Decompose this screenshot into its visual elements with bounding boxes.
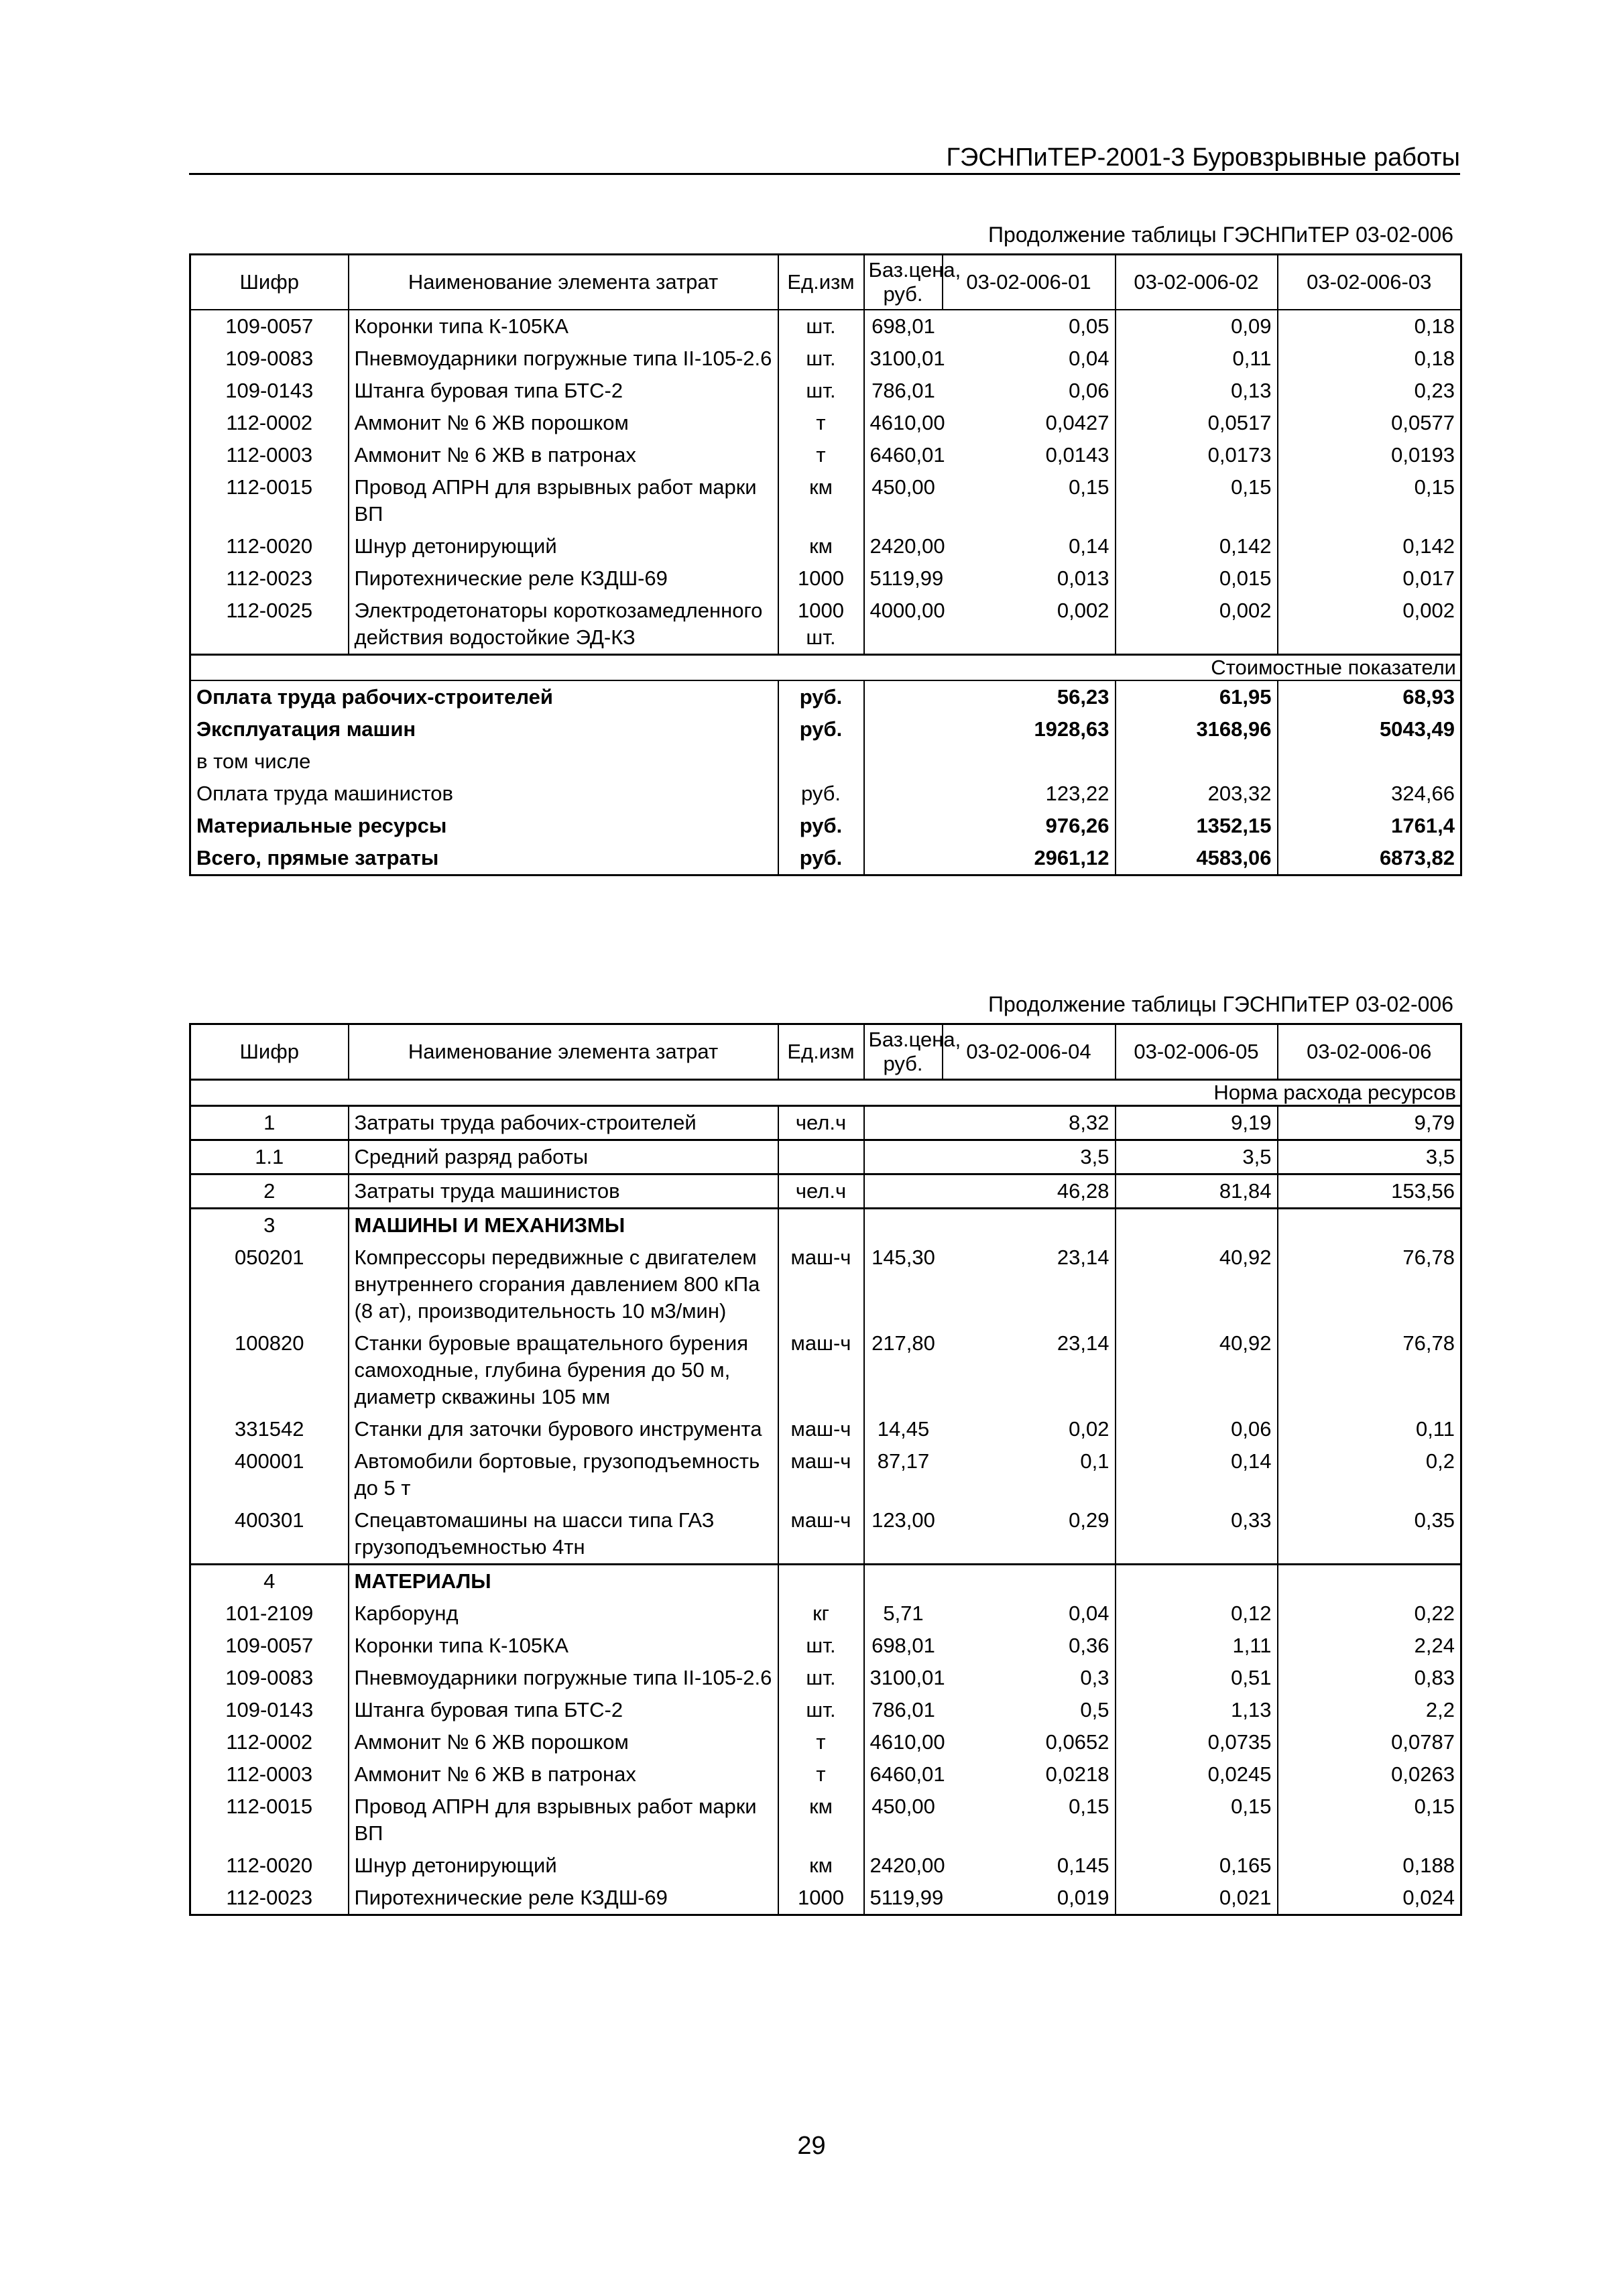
totals-value-1: 1928,63 (943, 713, 1116, 745)
row-unit: 1000 (798, 566, 844, 590)
col-header-name: Наименование элемента затрат (349, 255, 778, 310)
row-code: 112-0003 (226, 443, 313, 467)
row-value-2: 0,0735 (1116, 1726, 1278, 1758)
section-row (190, 655, 1461, 681)
row-unit: шт. (806, 1698, 836, 1721)
row-value-2: 0,13 (1116, 375, 1278, 407)
row-value-3: 0,15 (1414, 1795, 1455, 1818)
totals-unit: руб. (800, 782, 841, 805)
totals-value-1: 56,23 (943, 680, 1116, 713)
row-unit (778, 1140, 864, 1174)
col-header-unit: Ед.изм (778, 1024, 864, 1080)
table-row (190, 1758, 1461, 1791)
row-name: Компрессоры передвижные с двигателем внутреннего сгорания давлением 800 кПа (8 ат), производительность 10 м3/мин) (349, 1242, 778, 1327)
row-value-3: 0,18 (1414, 314, 1455, 338)
row-unit: 1000 шт. (798, 599, 844, 649)
totals-row (190, 713, 1461, 745)
row-code: 101-2109 (225, 1602, 314, 1625)
row-code: 4 (190, 1565, 349, 1598)
table-row (190, 1174, 1461, 1209)
row-price (864, 1174, 943, 1209)
row-value-1: 0,5 (943, 1694, 1116, 1726)
row-code: 400301 (235, 1508, 304, 1532)
row-value-2: 0,33 (1116, 1504, 1278, 1565)
col-header-code: Шифр (190, 255, 349, 310)
row-value-3: 2,24 (1414, 1634, 1455, 1657)
table-row (190, 439, 1461, 471)
row-value-3 (1278, 1209, 1461, 1242)
row-name: Аммонит № 6 ЖВ порошком (349, 1726, 778, 1758)
row-value-3: 0,142 (1402, 534, 1455, 558)
row-code: 3 (190, 1209, 349, 1242)
row-value-3: 0,15 (1414, 475, 1455, 499)
totals-value-2: 61,95 (1116, 680, 1278, 713)
row-value-2: 0,142 (1116, 530, 1278, 562)
row-value-3: 9,79 (1278, 1106, 1461, 1140)
col-header-03-02-006-02: 03-02-006-02 (1116, 255, 1278, 310)
totals-price (864, 842, 943, 875)
row-name: Штанга буровая типа БТС-2 (349, 1694, 778, 1726)
table-row (190, 375, 1461, 407)
row-name: Затраты труда машинистов (349, 1174, 778, 1209)
totals-value-1: 2961,12 (943, 842, 1116, 875)
row-value-2: 0,0173 (1116, 439, 1278, 471)
row-unit: км (809, 534, 833, 558)
row-value-3: 0,188 (1402, 1854, 1455, 1877)
row-value-1: 0,0143 (943, 439, 1116, 471)
row-code: 109-0057 (225, 314, 314, 338)
table-row (190, 562, 1461, 595)
row-code: 1 (190, 1106, 349, 1140)
row-value-2: 3,5 (1116, 1140, 1278, 1174)
table-row (190, 1694, 1461, 1726)
row-price: 786,01 (864, 375, 943, 407)
row-unit (778, 1565, 864, 1598)
row-value-3: 0,0193 (1391, 443, 1455, 467)
row-name: Провод АПРН для взрывных работ марки ВП (349, 471, 778, 530)
row-code: 109-0143 (225, 379, 314, 402)
row-value-2: 0,015 (1116, 562, 1278, 595)
row-value-3: 2,2 (1425, 1698, 1455, 1721)
row-value-2: 81,84 (1116, 1174, 1278, 1209)
row-value-2: 0,0245 (1116, 1758, 1278, 1791)
row-name: Пневмоударники погружные типа II-105-2.6 (349, 343, 778, 375)
row-value-2: 0,15 (1116, 471, 1278, 530)
row-unit: т (816, 1730, 826, 1754)
totals-price (864, 810, 943, 842)
row-unit: маш-ч (790, 1449, 851, 1473)
row-code: 100820 (235, 1331, 304, 1355)
row-value-2: 0,15 (1116, 1791, 1278, 1850)
row-value-1: 0,15 (943, 471, 1116, 530)
row-name: Аммонит № 6 ЖВ в патронах (349, 1758, 778, 1791)
row-name: Шнур детонирующий (349, 1850, 778, 1882)
col-header-unit: Ед.изм (778, 255, 864, 310)
table-row (190, 595, 1461, 655)
row-name: МАТЕРИАЛЫ (349, 1565, 778, 1598)
row-name: Карборунд (349, 1597, 778, 1630)
table-row (190, 1565, 1461, 1598)
row-name: Провод АПРН для взрывных работ марки ВП (349, 1791, 778, 1850)
row-value-1: 0,15 (943, 1791, 1116, 1850)
row-code: 109-0057 (225, 1634, 314, 1657)
row-price: 4610,00 (864, 407, 943, 439)
table-row (190, 1242, 1461, 1327)
row-value-2: 0,002 (1116, 595, 1278, 655)
row-unit: км (809, 1854, 833, 1877)
row-value-1: 0,145 (943, 1850, 1116, 1882)
row-price: 2420,00 (864, 530, 943, 562)
row-value-3 (1278, 1565, 1461, 1598)
row-value-1: 0,019 (943, 1882, 1116, 1915)
row-value-2 (1116, 1209, 1278, 1242)
table-row (190, 1882, 1461, 1915)
row-unit: маш-ч (790, 1331, 851, 1355)
row-value-1: 0,05 (943, 310, 1116, 343)
row-value-1: 0,14 (943, 530, 1116, 562)
table-row (190, 343, 1461, 375)
table-row (190, 407, 1461, 439)
row-price: 450,00 (864, 1791, 943, 1850)
row-value-2: 0,11 (1116, 343, 1278, 375)
row-value-1: 0,1 (943, 1445, 1116, 1504)
col-header-name: Наименование элемента затрат (349, 1024, 778, 1080)
row-unit: т (816, 443, 826, 467)
row-price (864, 1565, 943, 1598)
totals-unit (778, 745, 864, 778)
totals-price (864, 680, 943, 713)
row-price: 6460,01 (864, 439, 943, 471)
row-price: 786,01 (864, 1694, 943, 1726)
row-price: 5119,99 (864, 562, 943, 595)
row-price: 3100,01 (864, 1662, 943, 1694)
totals-value-3: 324,66 (1391, 782, 1455, 805)
row-unit: шт. (806, 1634, 836, 1657)
row-code: 112-0020 (226, 1854, 313, 1877)
row-unit: шт. (806, 379, 836, 402)
totals-name: Эксплуатация машин (190, 713, 778, 745)
col-header-code: Шифр (190, 1024, 349, 1080)
totals-value-3: 5043,49 (1379, 717, 1455, 741)
row-value-1 (943, 1209, 1116, 1242)
row-name: Спецавтомашины на шасси типа ГАЗ грузоподъемностью 4тн (349, 1504, 778, 1565)
col-header-price: Баз.цена, руб. (864, 1024, 943, 1080)
totals-value-2: 4583,06 (1116, 842, 1278, 875)
row-value-1: 0,04 (943, 1597, 1116, 1630)
col-header-03-02-006-04: 03-02-006-04 (943, 1024, 1116, 1080)
row-value-3: 76,78 (1402, 1331, 1455, 1355)
section-cost-indicators: Стоимостные показатели (190, 655, 1461, 681)
table-row (190, 530, 1461, 562)
table-row (190, 1327, 1461, 1413)
row-value-3: 0,2 (1425, 1449, 1455, 1473)
row-value-2: 0,021 (1116, 1882, 1278, 1915)
resource-table-1 (189, 253, 1462, 876)
row-unit: 1000 (798, 1886, 844, 1909)
row-value-3: 0,024 (1402, 1886, 1455, 1909)
totals-value-3: 6873,82 (1379, 846, 1455, 869)
running-header: ГЭСНПиТЕР-2001-3 Буровзрывные работы (189, 142, 1460, 175)
row-value-1: 0,36 (943, 1630, 1116, 1662)
row-unit: шт. (806, 347, 836, 370)
row-name: Средний разряд работы (349, 1140, 778, 1174)
totals-price (864, 713, 943, 745)
totals-value-1 (943, 745, 1116, 778)
section-row (190, 1080, 1461, 1106)
row-code: 109-0083 (225, 347, 314, 370)
row-code: 050201 (235, 1246, 304, 1269)
row-price: 698,01 (864, 310, 943, 343)
row-name: Пневмоударники погружные типа II-105-2.6 (349, 1662, 778, 1694)
row-value-3: 0,0787 (1391, 1730, 1455, 1754)
totals-value-2: 1352,15 (1116, 810, 1278, 842)
totals-value-2: 203,32 (1116, 778, 1278, 810)
row-name: Автомобили бортовые, грузоподъемность до 5 т (349, 1445, 778, 1504)
row-value-1: 0,29 (943, 1504, 1116, 1565)
row-price: 6460,01 (864, 1758, 943, 1791)
row-name: Коронки типа К-105КА (349, 310, 778, 343)
totals-unit: руб. (799, 685, 843, 709)
row-value-1: 0,0218 (943, 1758, 1116, 1791)
row-code: 112-0002 (226, 1730, 313, 1754)
col-header-03-02-006-05: 03-02-006-05 (1116, 1024, 1278, 1080)
table-row (190, 1413, 1461, 1445)
totals-row (190, 745, 1461, 778)
row-value-3: 76,78 (1402, 1246, 1455, 1269)
row-value-2 (1116, 1565, 1278, 1598)
table-row (190, 1597, 1461, 1630)
row-value-1: 0,3 (943, 1662, 1116, 1694)
table-row (190, 1504, 1461, 1565)
row-name: Станки буровые вращательного бурения самоходные, глубина бурения до 50 м, диаметр скважины 105 мм (349, 1327, 778, 1413)
row-value-1: 0,04 (943, 343, 1116, 375)
row-value-1: 0,0652 (943, 1726, 1116, 1758)
resource-table-2 (189, 1023, 1462, 1916)
row-unit: т (816, 411, 826, 434)
row-code: 1.1 (190, 1140, 349, 1174)
row-code: 112-0002 (226, 411, 313, 434)
table-row (190, 471, 1461, 530)
row-value-1: 0,0427 (943, 407, 1116, 439)
totals-name: в том числе (190, 745, 778, 778)
row-code: 109-0083 (225, 1666, 314, 1689)
table-row (190, 1630, 1461, 1662)
row-unit: маш-ч (790, 1417, 851, 1441)
row-code: 112-0015 (226, 475, 313, 499)
totals-unit: руб. (799, 717, 843, 741)
row-price: 698,01 (864, 1630, 943, 1662)
col-header-03-02-006-01: 03-02-006-01 (943, 255, 1116, 310)
row-value-3: 0,22 (1414, 1602, 1455, 1625)
row-code: 112-0003 (226, 1762, 313, 1786)
row-unit: маш-ч (790, 1508, 851, 1532)
section-resource-norms: Норма расхода ресурсов (190, 1080, 1461, 1106)
row-value-3: 0,0577 (1391, 411, 1455, 434)
row-value-2: 0,12 (1116, 1597, 1278, 1630)
page-number: 29 (797, 2132, 826, 2160)
row-code: 112-0023 (226, 1886, 313, 1909)
row-price (864, 1209, 943, 1242)
row-value-3: 0,002 (1402, 599, 1455, 622)
row-name: Затраты труда рабочих-строителей (349, 1106, 778, 1140)
row-name: Электродетонаторы короткозамедленного действия водостойкие ЭД-КЗ (349, 595, 778, 655)
row-price: 450,00 (864, 471, 943, 530)
row-name: Шнур детонирующий (349, 530, 778, 562)
row-code: 112-0015 (226, 1795, 313, 1818)
row-price: 4000,00 (864, 595, 943, 655)
totals-name: Всего, прямые затраты (190, 842, 778, 875)
row-price: 217,80 (864, 1327, 943, 1413)
row-code: 112-0025 (226, 599, 313, 622)
totals-value-1: 123,22 (943, 778, 1116, 810)
row-price: 4610,00 (864, 1726, 943, 1758)
row-value-3: 0,017 (1402, 566, 1455, 590)
row-value-2: 0,06 (1116, 1413, 1278, 1445)
row-name: Коронки типа К-105КА (349, 1630, 778, 1662)
row-unit (778, 1209, 864, 1242)
totals-unit: руб. (799, 846, 843, 869)
row-name: Аммонит № 6 ЖВ в патронах (349, 439, 778, 471)
totals-name: Оплата труда рабочих-строителей (190, 680, 778, 713)
row-name: Пиротехнические реле КЗДШ-69 (349, 562, 778, 595)
row-code: 331542 (235, 1417, 304, 1441)
row-unit: чел.ч (778, 1106, 864, 1140)
row-code: 109-0143 (225, 1698, 314, 1721)
row-value-3: 0,18 (1414, 347, 1455, 370)
row-unit: чел.ч (778, 1174, 864, 1209)
row-price (864, 1106, 943, 1140)
row-code: 400001 (235, 1449, 304, 1473)
table-row (190, 1209, 1461, 1242)
totals-value-2 (1116, 745, 1278, 778)
row-code: 2 (190, 1174, 349, 1209)
col-header-03-02-006-06: 03-02-006-06 (1278, 1024, 1461, 1080)
totals-row (190, 680, 1461, 713)
row-name: Пиротехнические реле КЗДШ-69 (349, 1882, 778, 1915)
row-value-1: 46,28 (943, 1174, 1116, 1209)
totals-value-1: 976,26 (943, 810, 1116, 842)
row-value-2: 1,11 (1116, 1630, 1278, 1662)
row-name: Станки для заточки бурового инструмента (349, 1413, 778, 1445)
row-price: 3100,01 (864, 343, 943, 375)
row-value-2: 1,13 (1116, 1694, 1278, 1726)
row-unit: км (809, 475, 833, 499)
row-unit: шт. (806, 314, 836, 338)
row-value-3: 0,35 (1414, 1508, 1455, 1532)
row-value-3: 3,5 (1278, 1140, 1461, 1174)
row-value-1: 23,14 (943, 1242, 1116, 1327)
row-value-1 (943, 1565, 1116, 1598)
totals-name: Материальные ресурсы (190, 810, 778, 842)
table-row (190, 1445, 1461, 1504)
totals-value-3 (1278, 745, 1461, 778)
totals-price (864, 778, 943, 810)
totals-row (190, 810, 1461, 842)
row-value-2: 0,165 (1116, 1850, 1278, 1882)
row-name: Аммонит № 6 ЖВ порошком (349, 407, 778, 439)
row-value-2: 0,09 (1116, 310, 1278, 343)
row-name: МАШИНЫ И МЕХАНИЗМЫ (349, 1209, 778, 1242)
col-header-03-02-006-03: 03-02-006-03 (1278, 255, 1461, 310)
row-code: 112-0020 (226, 534, 313, 558)
table-caption-1: Продолжение таблицы ГЭСНПиТЕР 03-02-006 (988, 223, 1453, 247)
row-value-3: 0,83 (1414, 1666, 1455, 1689)
row-price: 5,71 (864, 1597, 943, 1630)
row-value-1: 0,002 (943, 595, 1116, 655)
totals-unit: руб. (799, 814, 843, 837)
row-name: Штанга буровая типа БТС-2 (349, 375, 778, 407)
row-value-2: 0,51 (1116, 1662, 1278, 1694)
row-value-1: 0,013 (943, 562, 1116, 595)
row-unit: кг (813, 1602, 829, 1625)
table-caption-2: Продолжение таблицы ГЭСНПиТЕР 03-02-006 (988, 992, 1453, 1016)
row-value-1: 3,5 (943, 1140, 1116, 1174)
table-row (190, 1850, 1461, 1882)
row-price: 145,30 (864, 1242, 943, 1327)
row-value-2: 40,92 (1116, 1327, 1278, 1413)
row-value-2: 9,19 (1116, 1106, 1278, 1140)
row-unit: т (816, 1762, 826, 1786)
table-row (190, 1140, 1461, 1174)
row-unit: шт. (806, 1666, 836, 1689)
row-value-2: 40,92 (1116, 1242, 1278, 1327)
row-code: 112-0023 (226, 566, 313, 590)
row-price: 14,45 (864, 1413, 943, 1445)
row-value-3: 153,56 (1278, 1174, 1461, 1209)
table-row (190, 1791, 1461, 1850)
table-row (190, 1662, 1461, 1694)
row-value-1: 8,32 (943, 1106, 1116, 1140)
row-unit: км (809, 1795, 833, 1818)
row-price: 2420,00 (864, 1850, 943, 1882)
row-value-3: 0,11 (1415, 1417, 1455, 1441)
row-price: 5119,99 (864, 1882, 943, 1915)
table-row (190, 1726, 1461, 1758)
row-value-2: 0,0517 (1116, 407, 1278, 439)
col-header-price: Баз.цена, руб. (864, 255, 943, 310)
row-value-1: 0,06 (943, 375, 1116, 407)
row-value-2: 0,14 (1116, 1445, 1278, 1504)
row-unit: маш-ч (790, 1246, 851, 1269)
row-price (864, 1140, 943, 1174)
totals-value-3: 1761,4 (1391, 814, 1455, 837)
totals-name: Оплата труда машинистов (190, 778, 778, 810)
row-value-1: 23,14 (943, 1327, 1116, 1413)
row-value-3: 0,0263 (1391, 1762, 1455, 1786)
row-value-3: 0,23 (1414, 379, 1455, 402)
totals-price (864, 745, 943, 778)
totals-row (190, 842, 1461, 875)
row-price: 123,00 (864, 1504, 943, 1565)
table-row (190, 1106, 1461, 1140)
row-price: 87,17 (864, 1445, 943, 1504)
table-row (190, 310, 1461, 343)
row-value-1: 0,02 (943, 1413, 1116, 1445)
totals-value-3: 68,93 (1402, 685, 1455, 709)
totals-row (190, 778, 1461, 810)
totals-value-2: 3168,96 (1116, 713, 1278, 745)
